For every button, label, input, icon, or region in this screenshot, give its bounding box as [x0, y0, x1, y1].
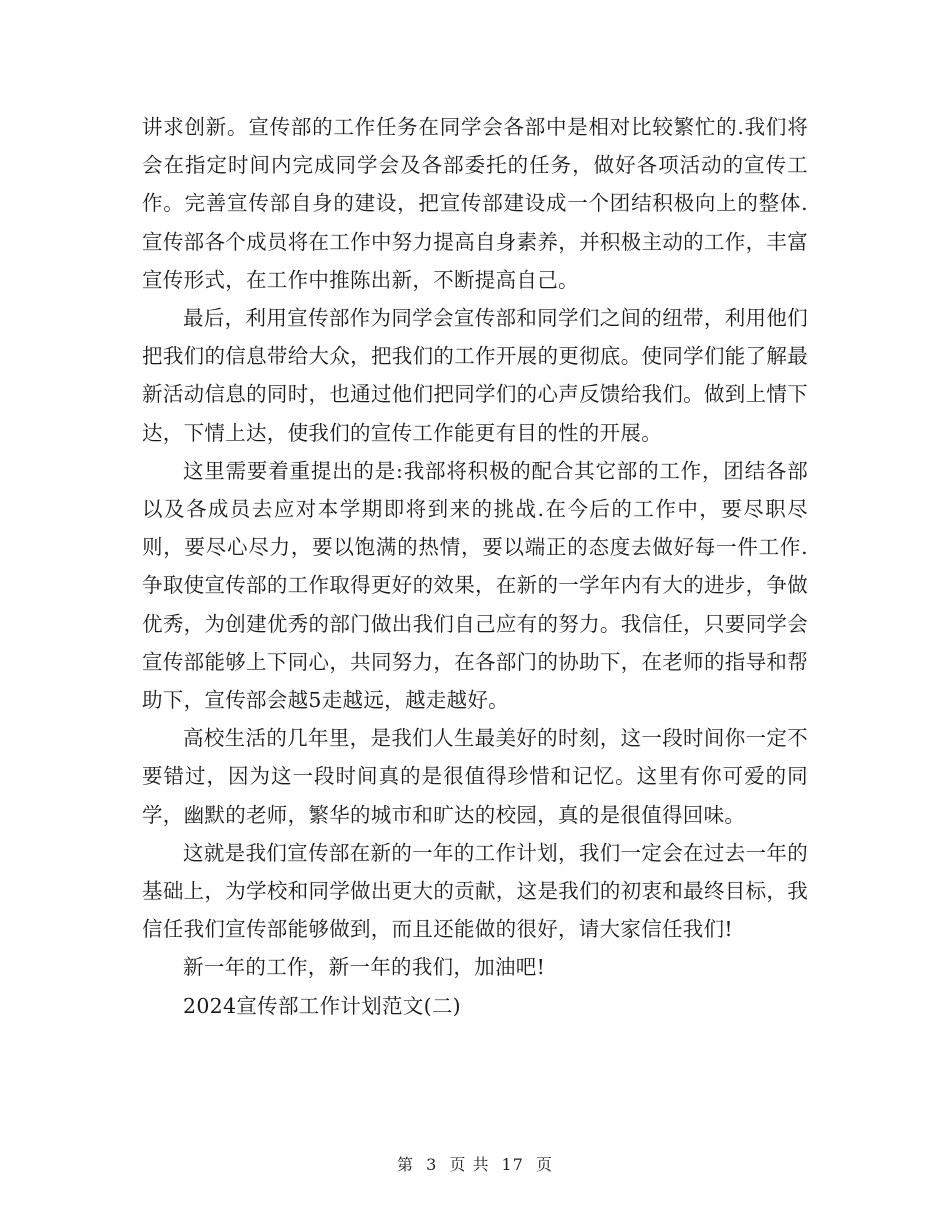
page-footer: [0, 1153, 950, 1177]
footer-prefix: 第: [396, 1155, 414, 1174]
footer-middle: 页 共: [449, 1155, 490, 1174]
paragraph-3: 这里需要着重提出的是:我部将积极的配合其它部的工作，团结各部以及各成员去应对本学期即将到来的挑战.在今后的工作中，要尽职尽则，要尽心尽力，要以饱满的热情，要以端正的态度去做好每一件工作.争取使宣传部的工作取得更好的效果，在新的一学年内有大的进步，争做优秀，为创建优秀的部门做出我们自己应有的努力。我信任，只要同学会宣传部能够上下同心，共同努力，在各部门的协助下，在老师的指导和帮助下，宣传部会越5走越远，越走越好。: [142, 458, 808, 713]
total-pages-number: 17: [501, 1155, 524, 1174]
paragraph-4: 高校生活的几年里，是我们人生最美好的时刻，这一段时间你一定不要错过，因为这一段时间真的是很值得珍惜和记忆。这里有你可爱的同学，幽默的老师，繁华的城市和旷达的校园，真的是很值得回味。: [142, 726, 808, 827]
current-page-number: 3: [426, 1155, 438, 1174]
paragraph-6: 新一年的工作，新一年的我们，加油吧!: [183, 955, 546, 980]
paragraph-5: 这就是我们宣传部在新的一年的工作计划，我们一定会在过去一年的基础上，为学校和同学做出更大的贡献，这是我们的初衷和最终目标，我信任我们宣传部能够做到，而且还能做的很好，请大家信任我们!: [142, 840, 808, 942]
document-body: [142, 108, 808, 1025]
paragraph-1: 讲求创新。宣传部的工作任务在同学会各部中是相对比较繁忙的.我们将会在指定时间内完成同学会及各部委托的任务，做好各项活动的宣传工作。完善宣传部自身的建设，把宣传部建设成一个团结积极向上的整体.宣传部各个成员将在工作中努力提高自身素养，并积极主动的工作，丰富宣传形式，在工作中推陈出新，不断提高自己。: [142, 115, 808, 292]
section-heading: 2024宣传部工作计划范文(二): [183, 993, 461, 1018]
paragraph-2: 最后，利用宣传部作为同学会宣传部和同学们之间的纽带，利用他们把我们的信息带给大众，把我们的工作开展的更彻底。使同学们能了解最新活动信息的同时，也通过他们把同学们的心声反馈给我们。做到上情下达，下情上达，使我们的宣传工作能更有目的性的开展。: [142, 306, 808, 445]
footer-suffix: 页: [536, 1155, 554, 1174]
